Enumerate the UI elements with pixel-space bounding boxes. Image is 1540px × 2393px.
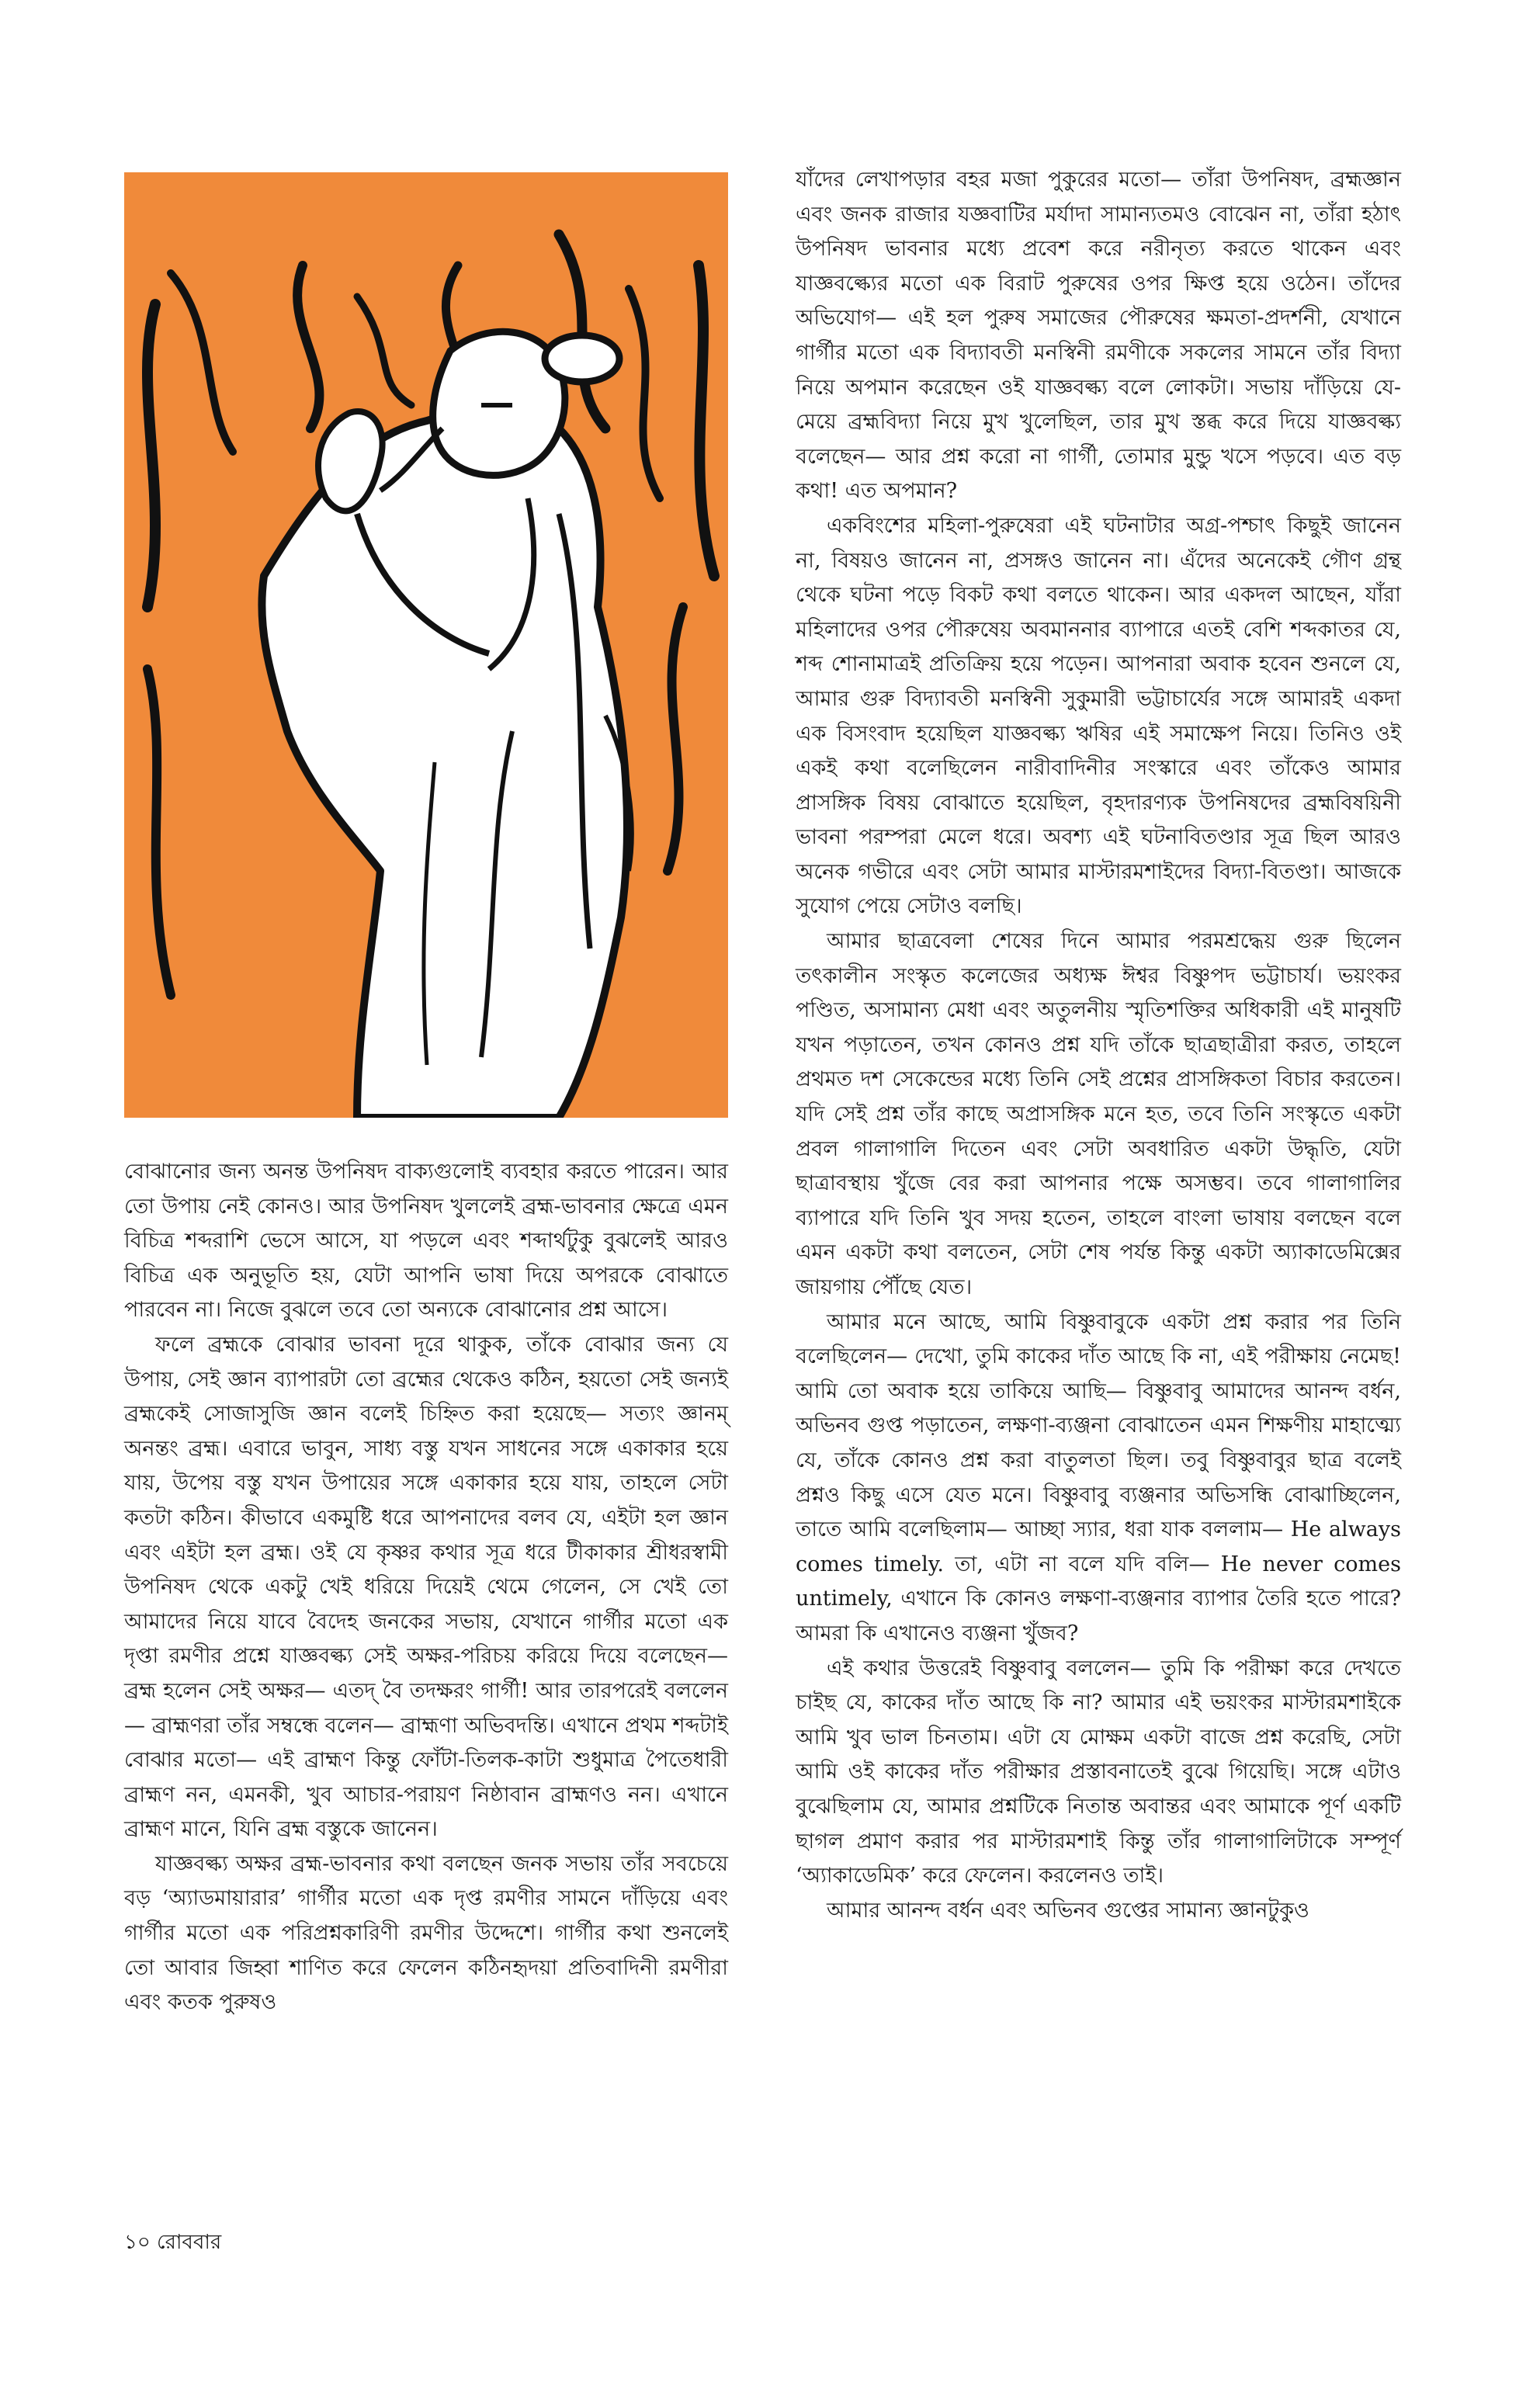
- paragraph: আমার মনে আছে, আমি বিষ্ণুবাবুকে একটা প্রশ্ন করার পর তিনি বলেছিলেন— দেখো, তুমি কাকের দাঁত আছে কি না, এই পরীক্ষায় নেমেছ! আমি তো অবাক হয়ে তাকিয়ে আছি— বিষ্ণুবাবু আমাদের আনন্দ বর্ধন, অভিনব গুপ্ত পড়াতেন, লক্ষণা-ব্যঞ্জনা বোঝাতেন এমন শিক্ষণীয় মাহাত্ম্যে যে, তাঁকে কোনও প্রশ্ন করা বাতুলতা ছিল। তবু বিষ্ণুবাবুর ছাত্র বলেই প্রশ্নও কিছু এসে যেত মনে। বিষ্ণুবাবু ব্যঞ্জনার অভিসন্ধি বোঝাচ্ছিলেন, তাতে আমি বলেছিলাম— আচ্ছা স্যার, ধরা যাক বললাম— He always comes timely. তা, এটা না বলে যদি বলি— He never comes untimely, এখানে কি কোনও লক্ষণা-ব্যঞ্জনার ব্যাপার তৈরি হতে পারে? আমরা কি এখানেও ব্যঞ্জনা খুঁজব?: [796, 1309, 1401, 1646]
- page-footer: ১০ রোববার: [124, 2231, 222, 2254]
- paragraph: যাজ্ঞবল্ক্য অক্ষর ব্রহ্ম-ভাবনার কথা বলছেন জনক সভায় তাঁর সবচেয়ে বড় ‘অ্যাডমায়ারার’ গার্গীর মতো এক দৃপ্ত রমণীর সামনে দাঁড়িয়ে এবং গার্গীর মতো এক পরিপ্রশ্নকারিণী রমণীর উদ্দেশে। গার্গীর কথা শুনলেই তো আবার জিহ্বা শাণিত করে ফেলেন কঠিনহৃদয়া প্রতিবাদিনী রমণীরা এবং কতক পুরুষও: [124, 1851, 728, 2015]
- illustration-praying-sage: [124, 172, 728, 1118]
- article-column-left: [124, 1155, 728, 2020]
- paragraph: বোঝানোর জন্য অনন্ত উপনিষদ বাক্যগুলোই ব্যবহার করতে পারেন। আর তো উপায় নেই কোনও। আর উপনিষদ খুললেই ব্রহ্ম-ভাবনার ক্ষেত্রে এমন বিচিত্র শব্দরাশি ভেসে আসে, যা পড়লে এবং শব্দার্থটুকু বুঝলেই আরও বিচিত্র এক অনুভূতি হয়, যেটা আপনি ভাষা দিয়ে অপরকে বোঝাতে পারবেন না। নিজে বুঝলে তবে তো অন্যকে বোঝানোর প্রশ্ন আসে।: [124, 1160, 728, 1323]
- article-column-right: [796, 163, 1401, 1928]
- paragraph: ফলে ব্রহ্মকে বোঝার ভাবনা দূরে থাকুক, তাঁকে বোঝার জন্য যে উপায়, সেই জ্ঞান ব্যাপারটা তো ব্রহ্মের থেকেও কঠিন, হয়তো সেই জন্যই ব্রহ্মকেই সোজাসুজি জ্ঞান বলেই চিহ্নিত করা হয়েছে— সত্যং জ্ঞানম্ অনন্তং ব্রহ্ম। এবারে ভাবুন, সাধ্য বস্তু যখন সাধনের সঙ্গে একাকার হয়ে যায়, উপেয় বস্তু যখন উপায়ের সঙ্গে একাকার হয়ে যায়, তাহলে সেটা কতটা কঠিন। কীভাবে একমুষ্টি ধরে আপনাদের বলব যে, এইটা হল জ্ঞান এবং এইটা হল ব্রহ্ম। ওই যে কৃষ্ণর কথার সূত্র ধরে টীকাকার শ্রীধরস্বামী উপনিষদ থেকে একটু খেই ধরিয়ে দিয়েই থেমে গেলেন, সে খেই তো আমাদের নিয়ে যাবে বৈদেহ জনকের সভায়, যেখানে গার্গীর মতো এক দৃপ্তা রমণীর প্রশ্নে যাজ্ঞবল্ক্য সেই অক্ষর-পরিচয় করিয়ে দিয়ে বলেছেন— ব্রহ্ম হলেন সেই অক্ষর— এতদ্ বৈ তদক্ষরং গার্গী! আর তারপরেই বললেন— ব্রাহ্মণরা তাঁর সম্বন্ধে বলেন— ব্রাহ্মণা অভিবদন্তি। এখানে প্রথম শব্দটাই বোঝার মতো— এই ব্রাহ্মণ কিন্তু ফোঁটা-তিলক-কাটা শুধুমাত্র পৈতেধারী ব্রাহ্মণ নন, এমনকী, খুব আচার-পরায়ণ নিষ্ঠাবান ব্রাহ্মণও নন। এখানে ব্রাহ্মণ মানে, যিনি ব্রহ্ম বস্তুকে জানেন।: [124, 1332, 728, 1842]
- praying-figure-drawing: [124, 172, 728, 1118]
- paragraph: আমার আনন্দ বর্ধন এবং অভিনব গুপ্তের সামান্য জ্ঞানটুকুও: [827, 1898, 1309, 1923]
- paragraph: আমার ছাত্রবেলা শেষের দিনে আমার পরমশ্রদ্ধেয় গুরু ছিলেন তৎকালীন সংস্কৃত কলেজের অধ্যক্ষ ঈশ্বর বিষ্ণুপদ ভট্টাচার্য। ভয়ংকর পণ্ডিত, অসামান্য মেধা এবং অতুলনীয় স্মৃতিশক্তির অধিকারী এই মানুষটি যখন পড়াতেন, তখন কোনও প্রশ্ন যদি তাঁকে ছাত্রছাত্রীরা করত, তাহলে প্রথমত দশ সেকেন্ডের মধ্যে তিনি সেই প্রশ্নের প্রাসঙ্গিকতা বিচার করতেন। যদি সেই প্রশ্ন তাঁর কাছে অপ্রাসঙ্গিক মনে হত, তবে তিনি সংস্কৃতে একটা প্রবল গালাগালি দিতেন এবং সেটা অবধারিত একটা উদ্ধৃতি, যেটা ছাত্রাবস্থায় খুঁজে বের করা আপনার পক্ষে অসম্ভব। তবে গালাগালির ব্যাপারে যদি তিনি খুব সদয় হতেন, তাহলে বাংলা ভাষায় বলছেন বলে এমন একটা কথা বলতেন, সেটা শেষ পর্যন্ত কিন্তু একটা অ্যাকাডেমিক্সের জায়গায় পৌঁছে যেত।: [796, 929, 1401, 1299]
- paragraph: যাঁদের লেখাপড়ার বহর মজা পুকুরের মতো— তাঁরা উপনিষদ, ব্রহ্মজ্ঞান এবং জনক রাজার যজ্ঞবাটির মর্যাদা সামান্যতমও বোঝেন না, তাঁরা হঠাৎ উপনিষদ ভাবনার মধ্যে প্রবেশ করে নরীনৃত্য করতে থাকেন এবং যাজ্ঞবল্ক্যের মতো এক বিরাট পুরুষের ওপর ক্ষিপ্ত হয়ে ওঠেন। তাঁদের অভিযোগ— এই হল পুরুষ সমাজের পৌরুষের ক্ষমতা-প্রদর্শনী, যেখানে গার্গীর মতো এক বিদ্যাবতী মনস্বিনী রমণীকে সকলের সামনে তাঁর বিদ্যা নিয়ে অপমান করেছেন ওই যাজ্ঞবল্ক্য বলে লোকটা। সভায় দাঁড়িয়ে যে-মেয়ে ব্রহ্মবিদ্যা নিয়ে মুখ খুলেছিল, তার মুখ স্তব্ধ করে দিয়ে যাজ্ঞবল্ক্য বলেছেন— আর প্রশ্ন করো না গার্গী, তোমার মুন্ডু খসে পড়বে। এত বড় কথা! এত অপমান?: [796, 168, 1401, 504]
- paragraph: এই কথার উত্তরেই বিষ্ণুবাবু বললেন— তুমি কি পরীক্ষা করে দেখতে চাইছ যে, কাকের দাঁত আছে কি না? আমার এই ভয়ংকর মাস্টারমশাইকে আমি খুব ভাল চিনতাম। এটা যে মোক্ষম একটা বাজে প্রশ্ন করেছি, সেটা আমি ওই কাকের দাঁত পরীক্ষার প্রস্তাবনাতেই বুঝে গিয়েছি। সঙ্গে এটাও বুঝেছিলাম যে, আমার প্রশ্নটিকে নিতান্ত অবান্তর এবং আমাকে পূর্ণ একটি ছাগল প্রমাণ করার পর মাস্টারমশাই কিন্তু তাঁর গালাগালিটাকে সম্পূর্ণ ‘অ্যাকাডেমিক’ করে ফেলেন। করলেনও তাই।: [796, 1656, 1401, 1888]
- paragraph: একবিংশের মহিলা-পুরুষেরা এই ঘটনাটার অগ্র-পশ্চাৎ কিছুই জানেন না, বিষয়ও জানেন না, প্রসঙ্গও জানেন না। এঁদের অনেকেই গৌণ গ্রন্থ থেকে ঘটনা পড়ে বিকট কথা বলতে থাকেন। আর একদল আছেন, যাঁরা মহিলাদের ওপর পৌরুষেয় অবমাননার ব্যাপারে এতই বেশি শব্দকাতর যে, শব্দ শোনামাত্রই প্রতিক্রিয় হয়ে পড়েন। আপনারা অবাক হবেন শুনলে যে, আমার গুরু বিদ্যাবতী মনস্বিনী সুকুমারী ভট্টাচার্যের সঙ্গে আমারই একদা এক বিসংবাদ হয়েছিল যাজ্ঞবল্ক্য ঋষির এই সমাক্ষেপ নিয়ে। তিনিও ওই একই কথা বলেছিলেন নারীবাদিনীর সংস্কারে এবং তাঁকেও আমার প্রাসঙ্গিক বিষয় বোঝাতে হয়েছিল, বৃহদারণ্যক উপনিষদের ব্রহ্মবিষয়িনী ভাবনা পরম্পরা মেলে ধরে। অবশ্য এই ঘটনাবিতণ্ডার সূত্র ছিল আরও অনেক গভীরে এবং সেটা আমার মাস্টারমশাইদের বিদ্যা-বিতণ্ডা। আজকে সুযোগ পেয়ে সেটাও বলছি।: [796, 513, 1401, 919]
